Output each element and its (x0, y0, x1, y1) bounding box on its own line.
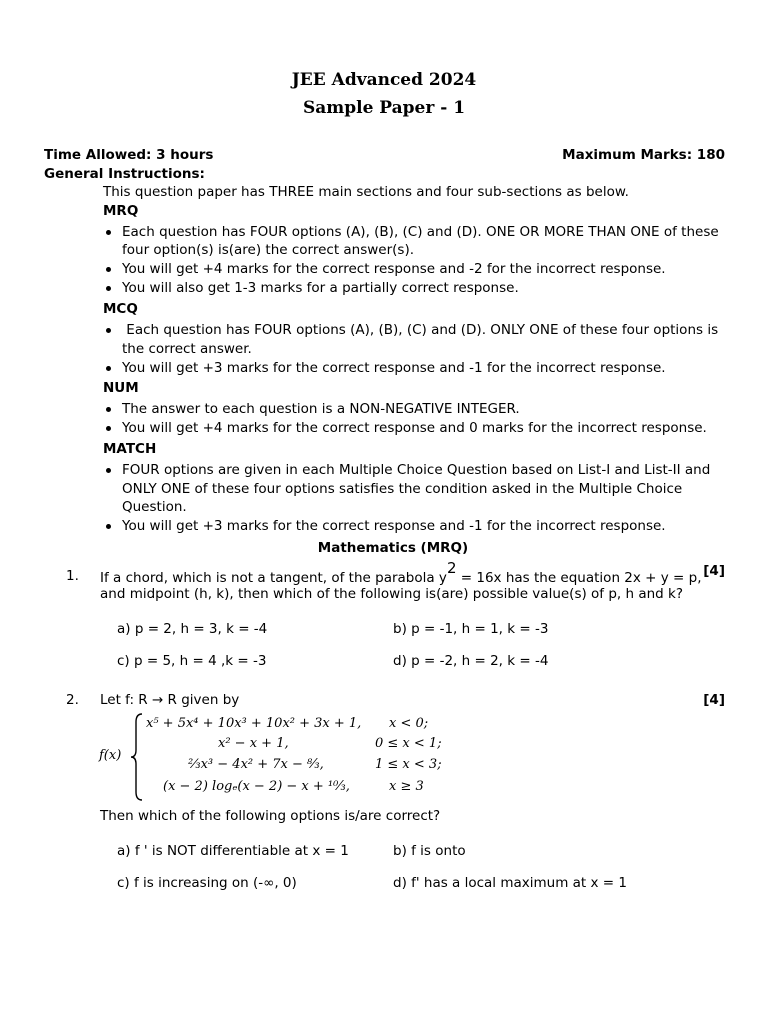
instruction-text: the correct answer. (122, 341, 252, 357)
question-number: 1. (66, 568, 79, 584)
instruction-text: You will get +4 marks for the correct response and 0 marks for the incorrect response. (122, 420, 707, 436)
math-section-title: Mathematics (MRQ) (317, 540, 469, 556)
question-text: and midpoint (h, k), then which of the following is(are) possible value(s) of p, h and k? (100, 586, 684, 602)
paper-subtitle: Sample Paper - 1 (302, 98, 466, 118)
instruction-text: You will get +3 marks for the correct response and -1 for the incorrect response. (122, 360, 666, 376)
option-d: d) p = -2, h = 2, k = -4 (393, 653, 549, 669)
instruction-text: The answer to each question is a NON-NEGATIVE INTEGER. (122, 401, 520, 417)
question-marks: [4] (703, 692, 725, 708)
option-a: a) p = 2, h = 3, k = -4 (117, 621, 268, 637)
piecewise-brace (130, 712, 144, 802)
instruction-text: Each question has FOUR options (A), (B), (C) and (D). ONLY ONE of these four options is (122, 322, 719, 338)
case-expression: x² − x + 1, (218, 736, 289, 751)
instruction-text: FOUR options are given in each Multiple Choice Question based on List-I and List-II and (122, 462, 711, 478)
bullet-icon (106, 524, 111, 529)
question-text: Let f: R → R given by (100, 692, 240, 708)
option-c: c) f is increasing on (-∞, 0) (117, 875, 297, 891)
option-b: b) f is onto (393, 843, 466, 859)
question-text: If a chord, which is not a tangent, of the parabola $y^2 = 16x$ has the equation 2x + y = p, (100, 559, 702, 586)
option-c: c) p = 5, h = 4 ,k = -3 (117, 653, 267, 669)
case-expression: x⁵ + 5x⁴ + 10x³ + 10x² + 3x + 1, (146, 716, 362, 731)
bullet-icon (106, 328, 111, 333)
case-condition: x < 0; (389, 716, 429, 731)
time-allowed: Time Allowed: 3 hours (44, 147, 214, 163)
bullet-icon (106, 366, 111, 371)
section-heading-match: MATCH (103, 441, 157, 457)
bullet-icon (106, 267, 111, 272)
maximum-marks: Maximum Marks: 180 (562, 147, 725, 163)
case-expression: (x − 2) logₑ(x − 2) − x + ¹⁰⁄₃, (163, 779, 350, 794)
instruction-text: ONLY ONE of these four options satisfies the condition asked in the Multiple Choice (122, 481, 683, 497)
section-heading-mrq: MRQ (103, 203, 139, 219)
instruction-text: You will get +3 marks for the correct response and -1 for the incorrect response. (122, 518, 666, 534)
bullet-icon (106, 230, 111, 235)
option-b: b) p = -1, h = 1, k = -3 (393, 621, 549, 637)
section-heading-num: NUM (103, 380, 139, 396)
case-condition: 0 ≤ x < 1; (375, 736, 442, 751)
instruction-text: You will also get 1-3 marks for a partially correct response. (122, 280, 519, 296)
bullet-icon (106, 286, 111, 291)
case-condition: 1 ≤ x < 3; (375, 757, 442, 772)
instructions-intro: This question paper has THREE main sections and four sub-sections as below. (103, 184, 629, 200)
question-marks: [4] (703, 563, 725, 579)
case-expression: ⅔x³ − 4x² + 7x − ⁸⁄₃, (188, 757, 324, 772)
case-condition: x ≥ 3 (389, 779, 424, 794)
bullet-icon (106, 407, 111, 412)
general-instructions-heading: General Instructions: (44, 166, 205, 182)
instruction-text: You will get +4 marks for the correct response and -2 for the incorrect response. (122, 261, 666, 277)
instruction-text: four option(s) is(are) the correct answer(s). (122, 242, 415, 258)
bullet-icon (106, 468, 111, 473)
paper-title: JEE Advanced 2024 (291, 70, 477, 90)
question-text: Then which of the following options is/are correct? (100, 808, 441, 824)
question-number: 2. (66, 692, 79, 708)
option-d: d) f' has a local maximum at x = 1 (393, 875, 627, 891)
instruction-text: Each question has FOUR options (A), (B), (C) and (D). ONE OR MORE THAN ONE of these (122, 224, 719, 240)
function-label: f(x) (99, 748, 122, 763)
option-a: a) f ' is NOT differentiable at x = 1 (117, 843, 349, 859)
bullet-icon (106, 426, 111, 431)
section-heading-mcq: MCQ (103, 301, 138, 317)
instruction-text: Question. (122, 499, 187, 515)
